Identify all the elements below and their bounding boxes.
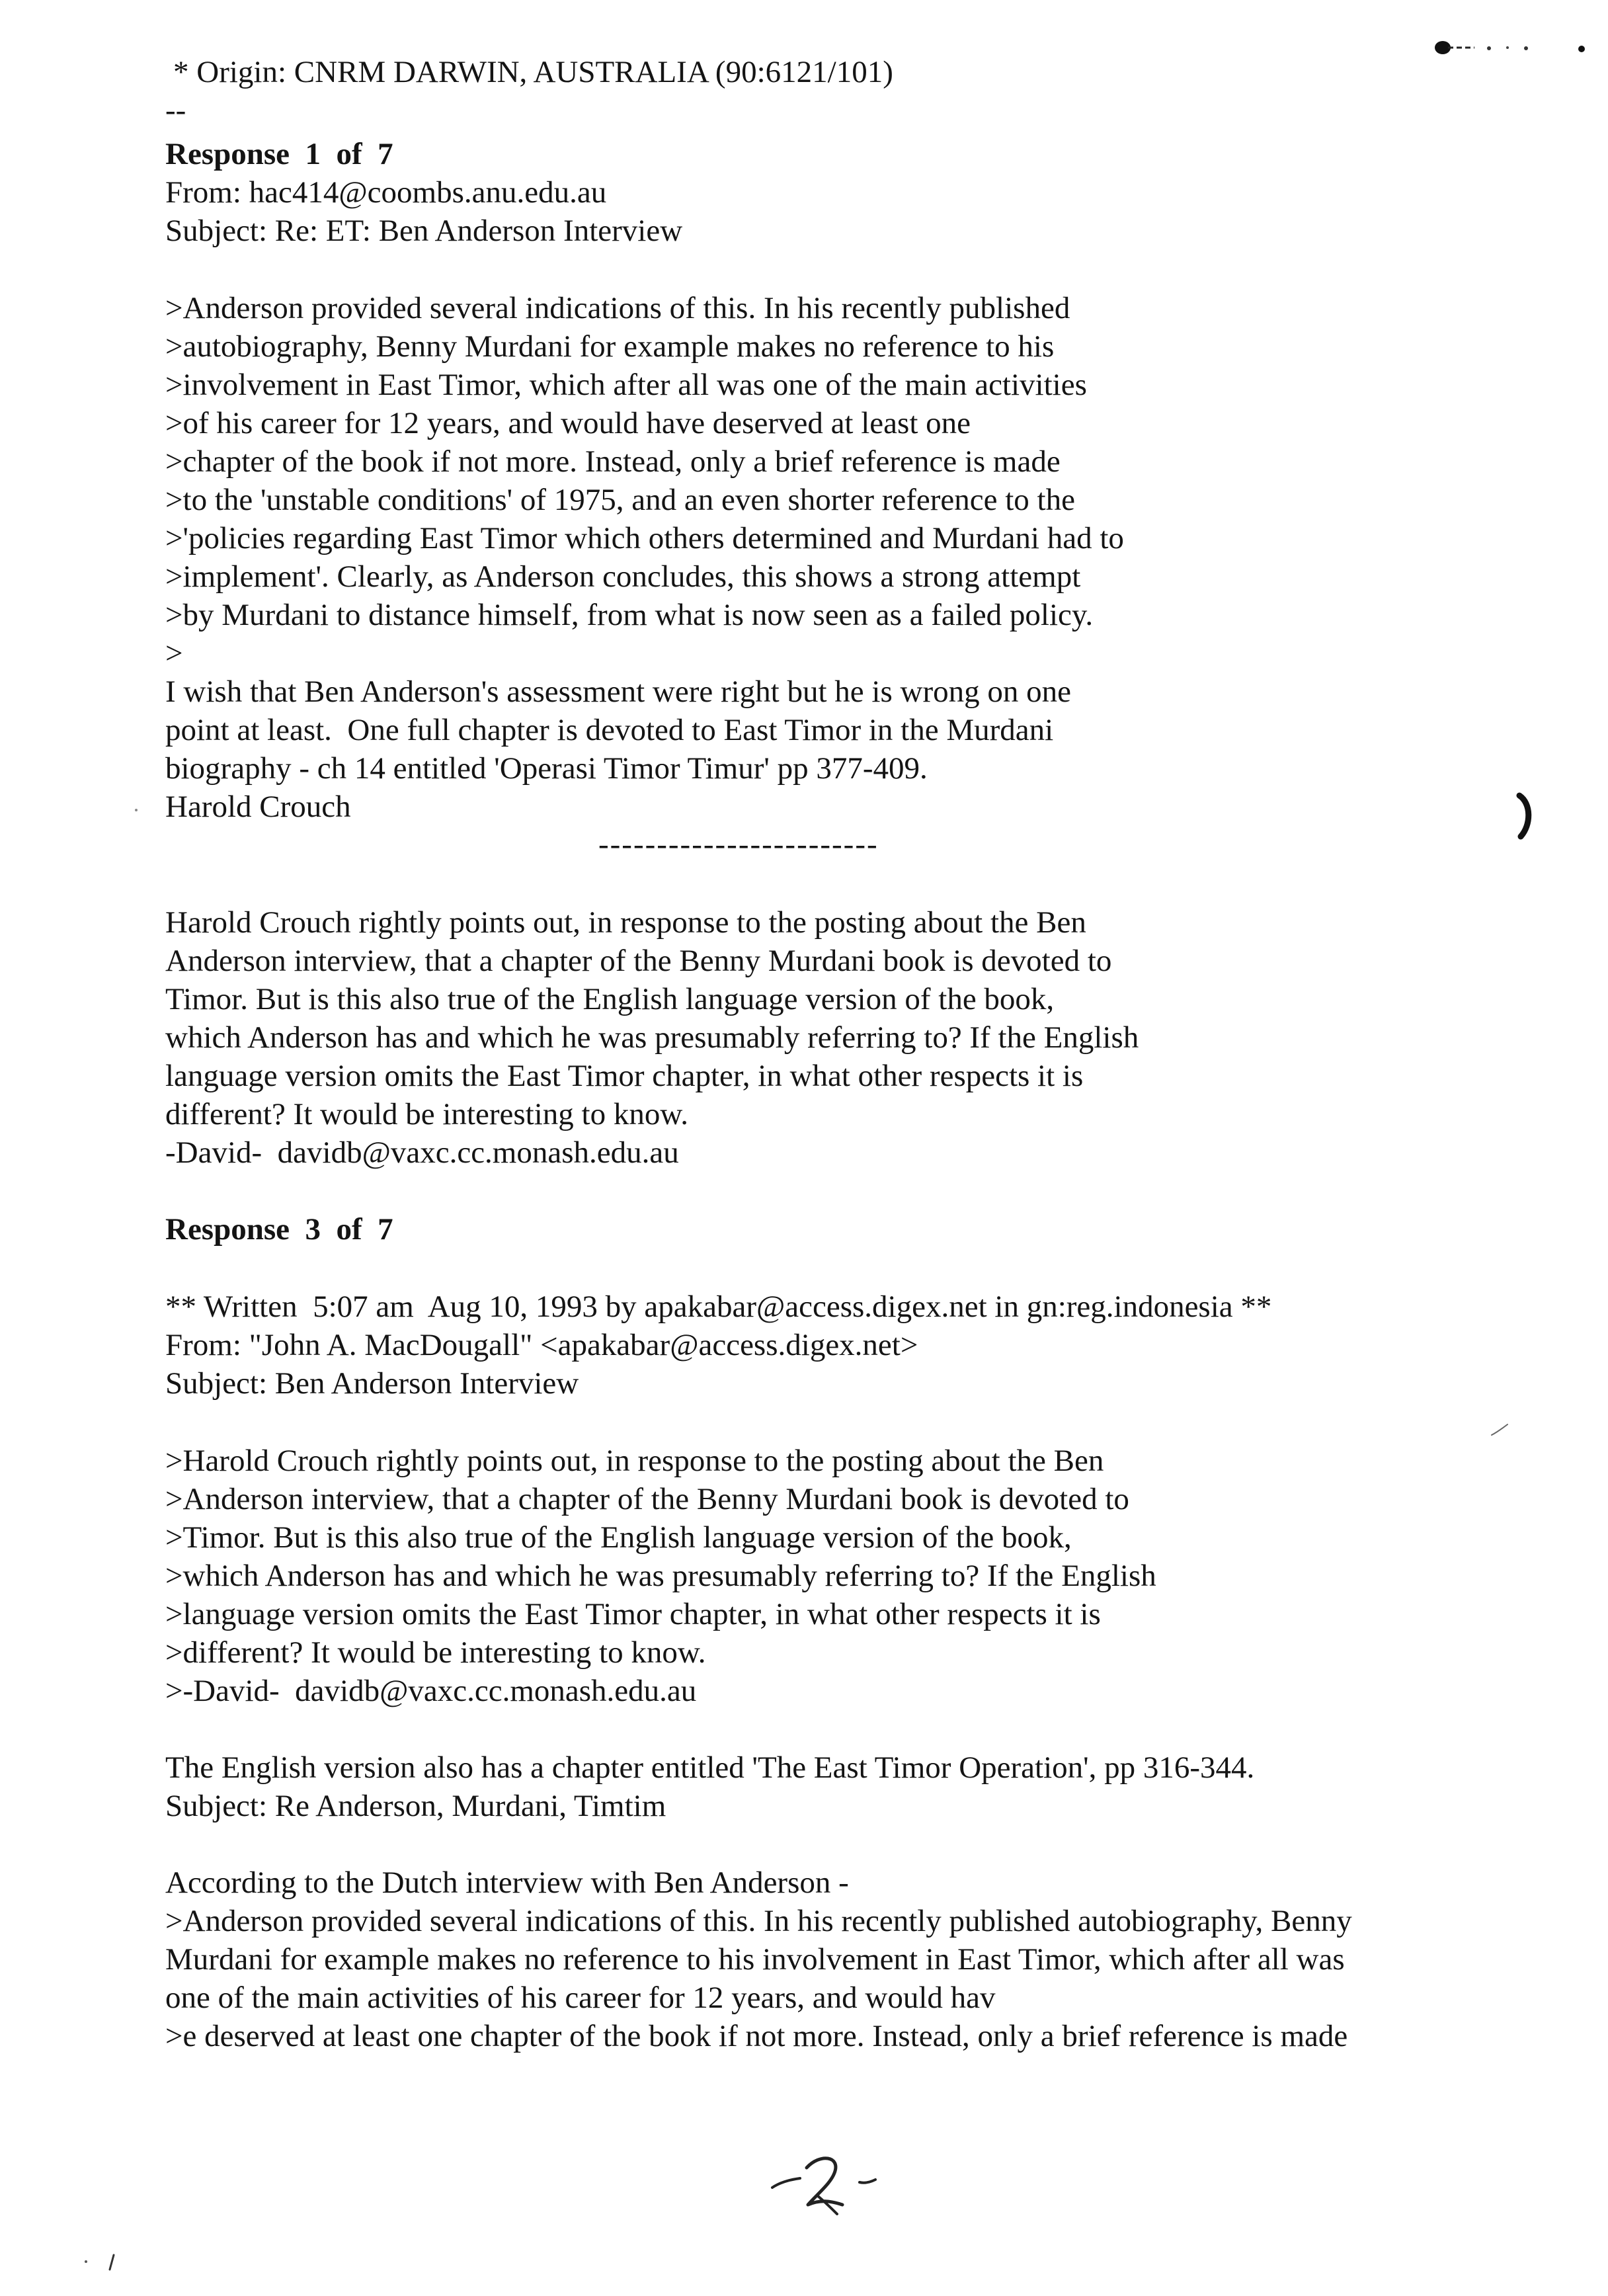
scan-artifact-small-mark	[1488, 1420, 1514, 1440]
origin-line: * Origin: CNRM DARWIN, AUSTRALIA (90:6121/101)	[173, 55, 893, 89]
handwritten-page-number	[754, 2141, 893, 2221]
body-line: Anderson interview, that a chapter of the Benny Murdani book is devoted to	[165, 944, 1112, 978]
from-line: From: "John A. MacDougall" <apakabar@access.digex.net>	[165, 1328, 918, 1362]
body-line: Murdani for example makes no reference to his involvement in East Timor, which after all was	[165, 1942, 1345, 1977]
body-line: which Anderson has and which he was presumably referring to? If the English	[165, 1020, 1139, 1055]
from-line: From: hac414@coombs.anu.edu.au	[165, 175, 607, 210]
quoted-line: >autobiography, Benny Murdani for example makes no reference to his	[165, 329, 1055, 364]
response-heading: Response 3 of 7	[165, 1212, 393, 1247]
subject-line: Subject: Ben Anderson Interview	[165, 1366, 579, 1401]
subject-line: Subject: Re: ET: Ben Anderson Interview	[165, 214, 683, 248]
quoted-line: >which Anderson has and which he was presumably referring to? If the English	[165, 1559, 1156, 1593]
quoted-line: >different? It would be interesting to know.	[165, 1635, 706, 1670]
body-line: Timor. But is this also true of the English language version of the book,	[165, 982, 1055, 1016]
scan-artifact-top-right	[1428, 33, 1587, 60]
signature-line: -David- davidb@vaxc.cc.monash.edu.au	[165, 1135, 679, 1170]
quoted-line: >implement'. Clearly, as Anderson concludes, this shows a strong attempt	[165, 559, 1081, 594]
body-line: The English version also has a chapter entitled 'The East Timor Operation', pp 316-344.	[165, 1750, 1255, 1785]
body-line: language version omits the East Timor chapter, in what other respects it is	[165, 1059, 1084, 1093]
scan-artifact-right-mark	[1514, 790, 1541, 843]
quoted-line: >Anderson interview, that a chapter of the Benny Murdani book is devoted to	[165, 1482, 1129, 1516]
quoted-line: >'policies regarding East Timor which others determined and Murdani had to	[165, 521, 1124, 555]
quoted-line: >language version omits the East Timor chapter, in what other respects it is	[165, 1597, 1101, 1631]
quoted-line: >-David- davidb@vaxc.cc.monash.edu.au	[165, 1674, 697, 1708]
body-line: biography - ch 14 entitled 'Operasi Timor Timur' pp 377-409.	[165, 751, 928, 786]
scan-artifact-dot	[130, 803, 143, 817]
quoted-line: >by Murdani to distance himself, from what is now seen as a failed policy.	[165, 598, 1094, 632]
written-line: ** Written 5:07 am Aug 10, 1993 by apakabar@access.digex.net in gn:reg.indonesia **	[165, 1290, 1272, 1324]
subject-line: Subject: Re Anderson, Murdani, Timtim	[165, 1789, 666, 1823]
body-line: one of the main activities of his career for 12 years, and would hav	[165, 1981, 996, 2015]
quoted-line: >of his career for 12 years, and would have deserved at least one	[165, 406, 971, 440]
signature-line: Harold Crouch	[165, 790, 351, 824]
quoted-line: >chapter of the book if not more. Instead, only a brief reference is made	[165, 444, 1061, 479]
body-line: According to the Dutch interview with Ben Anderson -	[165, 1866, 849, 1900]
body-line: I wish that Ben Anderson's assessment were right but he is wrong on one	[165, 675, 1071, 709]
quoted-line: >to the 'unstable conditions' of 1975, and an even shorter reference to the	[165, 483, 1075, 517]
body-line: point at least. One full chapter is devoted to East Timor in the Murdani	[165, 713, 1054, 747]
quoted-line: >involvement in East Timor, which after all was one of the main activities	[165, 368, 1087, 402]
body-line: different? It would be interesting to know.	[165, 1097, 688, 1131]
quoted-line: >Anderson provided several indications of this. In his recently published autobiography, Benny	[165, 1904, 1352, 1938]
quoted-line: >Timor. But is this also true of the English language version of the book,	[165, 1520, 1072, 1555]
quoted-line: >e deserved at least one chapter of the book if not more. Instead, only a brief reference is made	[165, 2019, 1348, 2053]
scan-artifact-bottom-left	[79, 2248, 132, 2275]
separator-dashes: --	[165, 93, 186, 128]
dashed-divider: ------------------------	[598, 827, 879, 862]
quoted-line: >	[165, 636, 183, 671]
quoted-line: >Harold Crouch rightly points out, in response to the posting about the Ben	[165, 1444, 1104, 1478]
quoted-line: >Anderson provided several indications of this. In his recently published	[165, 291, 1070, 325]
body-line: Harold Crouch rightly points out, in response to the posting about the Ben	[165, 905, 1086, 940]
response-heading: Response 1 of 7	[165, 137, 393, 171]
